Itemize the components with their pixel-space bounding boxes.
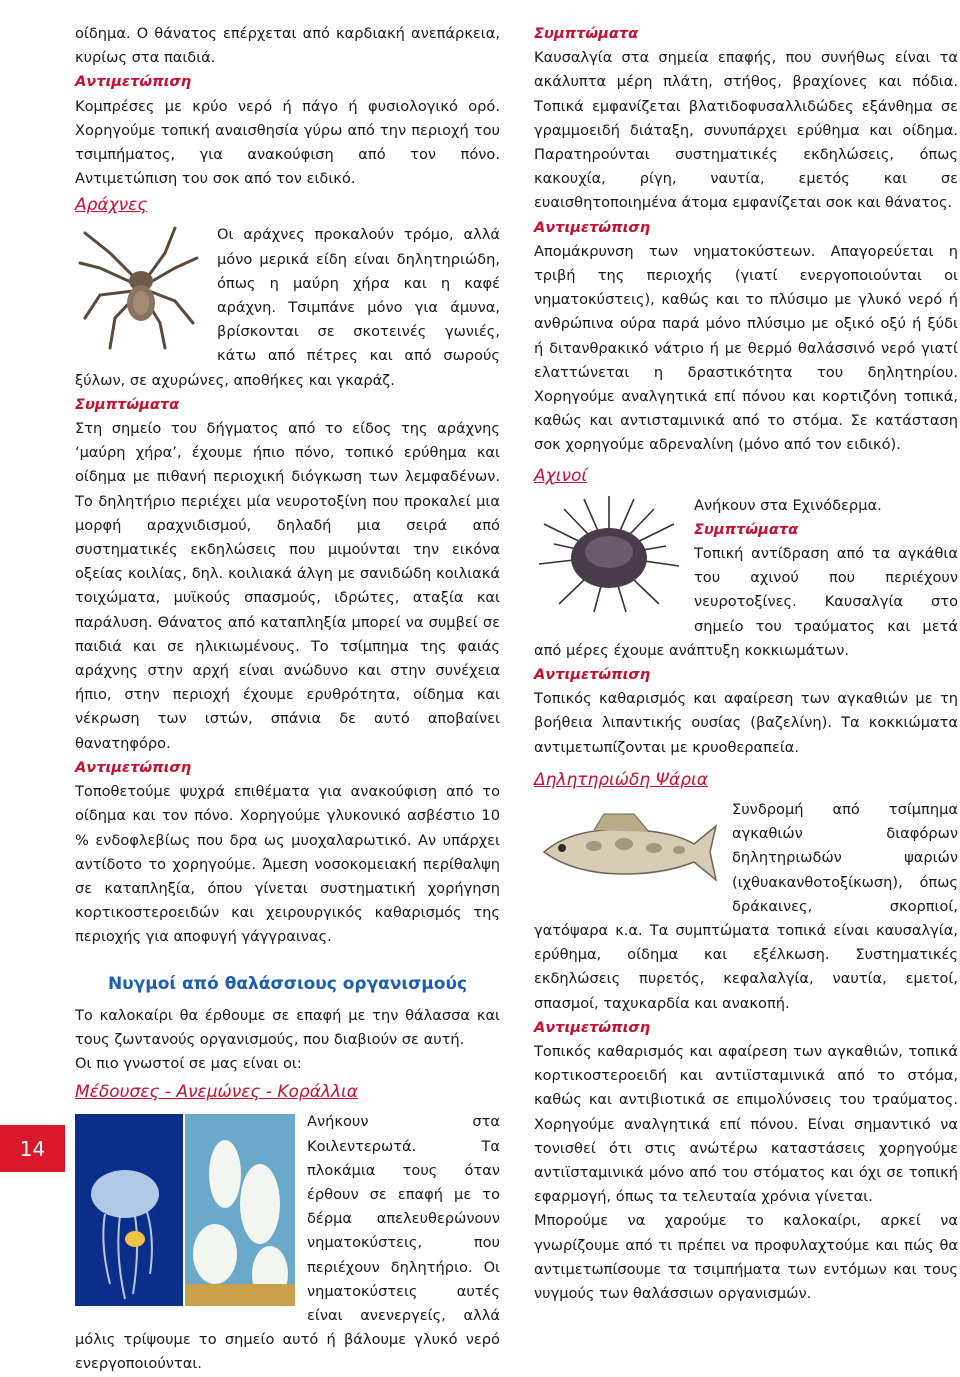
spiders-paragraph: Οι αράχνες προκαλούν τρόμο, αλλά μόνο μερικά είδη είναι δηλητηριώδη, όπως η μαύρη χήρα και η καφέ αράχνη. Τσιμπάνε μόνο για άμυνα, βρίσκονται σε σκοτεινές γωνιές, κάτω από πέτρες και από σωρούς ξύλων, σε αχυρώνες, αποθήκες και γκαράζ. <box>75 226 500 389</box>
heading-treatment-fish: Αντιμετώπιση <box>534 1018 651 1036</box>
fish-paragraph: Συνδρομή από τσίμπημα αγκαθιών διαφόρων δηλητηριωδών ψαριών (ιχθυακανθοτοξίκωση), όπως δράκαινες, σκορπιοί, γατόψαρα κ.α. Τα συμπτώματα τοπικά είναι καυσαλγία, ερύθημα, οίδημα και εξέλκωση. Συστηματικές εκδηλώσεις πυρετός, κεφαλαλγία, ναυτία, εμετοί, σπασμοί, ταχυκαρδία και ανακοπή. <box>534 800 958 1012</box>
jellyfish-coral-image <box>75 1114 299 1310</box>
heading-spiders: Αράχνες <box>75 195 148 216</box>
section-heading-marine: Νυγμοί από θαλάσσιους οργανισμούς <box>107 973 468 994</box>
heading-symptoms: Συμπτώματα <box>75 395 180 413</box>
symptoms-right-paragraph: Καυσαλγία στα σημεία επαφής, που συνήθως είναι τα ακάλυπτα μέρη πλάτη, στήθος, βραχίονες και πόδια. Τοπικά εμφανίζεται βλατιδοφυσαλλιδώδες εξάνθημα σε γραμμοειδή διάταξη, συνυπάρχει ερύθημα και οίδημα. Παρατηρούνται συστηματικές εκδηλώσεις, όπως κακουχία, ρίγη, ναυτία, εμετός και σε ευαισθητοποιημένα άτομα εμφανίζεται σοκ και θάνατος. <box>534 49 958 212</box>
jellyfish-paragraph: Ανήκουν στα Κοιλεντερωτά. Τα πλοκάμια τους όταν έρθουν σε επαφή με το δέρμα απελευθερώνουν νηματοκύστεις, που περιέχουν δηλητήριο. Οι νηματοκύστεις αυτές είναι ανενεργείς, αλλά μόλις τρίψουμε το σημείο αυτό ή βάλουμε γλυκό νερό ενεργοποιούνται. <box>75 1113 500 1373</box>
section-paragraph-1: Το καλοκαίρι θα έρθουμε σε επαφή με την θάλασσα και τους ζωντανούς οργανισμούς, που διαβιούν σε αυτή. <box>75 1006 500 1048</box>
heading-treatment-right: Αντιμετώπιση <box>534 218 651 236</box>
heading-urchins: Αχινοί <box>534 465 588 486</box>
treatment-right-paragraph: Απομάκρυνση των νηματοκύστεων. Απαγορεύεται η τριβή της περιοχής (γιατί ενεργοποιούνται οι νηματοκύστεις), καθώς και το πλύσιμο με γλυκό νερό ή ανθρώπινα ούρα παρά μόνο πλύσιμο με οξικό οξύ ή ξύδι ή διτανθρακικό νάτριο ή με θερμό θαλάσσινό νερό γιατί ελαττώνεται η δραστικότητα του δηλητηρίου. Χορηγούμε αναλγητικά επί πόνου και κορτιζόνη τοπικά, καθώς και αντισταμινικά από το στόμα. Σε κατάσταση σοκ χορηγούμε αδρεναλίνη (μόνο από τον ειδικό). <box>534 242 958 454</box>
section-paragraph-2: Οι πιο γνωστοί σε μας είναι οι: <box>75 1055 302 1073</box>
fish-treatment-paragraph: Τοπικός καθαρισμός και αφαίρεση των αγκαθιών, τοπικά κορτικοστεροειδή και αντιϊσταμινικά από το στόμα, καθώς και αντιβιοτικά σε επιμολύνσεις του τραύματος. Χορηγούμε αναλγητικά επί πόνου. Είναι σημαντικό να τονισθεί ότι στις ανώτέρω καταστάσεις χορηγούμε αντιϊσταμινικά μόνο από του στόματος και όχι σε τοπική εφαρμογή, όπως τα τελευταία χρόνια γίνεται. <box>534 1042 958 1206</box>
treatment-paragraph-2: Τοποθετούμε ψυχρά επιθέματα για ανακούφιση από το οίδημα και τον πόνο. Χορηγούμε γλυκονικό ασβέστιο 10 % ενδοφλεβίως που δρα ως μυοχαλαρωτικό. Αν υπάρχει αντίδοτο το χορηγούμε. Άμεση νοσοκομειακή περίθαλψη σε καταπληξία, όπου γίνεται συστηματική χορήγηση κορτικοστεροειδών και χειρουργικός καθαρισμός της περιοχής για αποφυγή γάγγραινας. <box>75 783 500 946</box>
right-column <box>534 22 958 1306</box>
heading-symptoms-urchins: Συμπτώματα <box>694 520 799 538</box>
heading-treatment-2: Αντιμετώπιση <box>75 758 192 776</box>
page-number-badge: 14 <box>0 1125 65 1172</box>
heading-symptoms-right: Συμπτώματα <box>534 25 639 42</box>
urchins-paragraph-2: Τοπική αντίδραση από τα αγκάθια του αχινού που περιέχουν νευροτοξίνες. Καυσαλγία στο σημείο του τραύματος και μετά από μέρες έχουμε ανάπτυξη κοκκιωμάτων. <box>534 545 958 659</box>
treatment-paragraph: Κομπρέσες με κρύο νερό ή πάγο ή φυσιολογικό ορό. Χορηγούμε τοπική αναισθησία γύρω από την περιοχή του τσιμπήματος, για ανακούφιση από τον πόνο. Αντιμετώπιση του σοκ από τον ειδικό. <box>75 97 500 188</box>
urchins-treatment-paragraph: Τοπικός καθαρισμός και αφαίρεση των αγκαθιών με τη βοήθεια λιπαντικής ουσίας (βαζελίνη). Τα κοκκιώματα αντιμετωπίζονται με κρυοθεραπεία. <box>534 690 958 756</box>
urchins-paragraph-1: Ανήκουν στα Εχινόδερμα. <box>694 496 882 514</box>
heading-treatment: Αντιμετώπιση <box>75 73 192 91</box>
heading-jellyfish: Μέδουσες - Ανεμώνες - Κοράλλια <box>75 1082 358 1103</box>
symptoms-paragraph: Στη σημείο του δήγματος από το είδος της αράχνης ‘μαύρη χήρα’, έχουμε ήπιο πόνο, τοπικό ερύθημα και οίδημα με πιθανή περιοχική διόγκωση των λεμφαδένων. Το δηλητήριο περιέχει μία νευροτοξίνη που προκαλεί μια μορφή αραχνιδισμού, δηλαδή μια σειρά από συστηματικές εκδηλώσεις που μιμούνται την εικόνα οξείας κοιλίας, δηλ. κοιλιακά άλγη με σανιδώδη κοιλιακά τοιχώματα, μυϊκούς σπασμούς, ιδρώτες, αταξία και παράλυση. Θάνατος από καταπληξία μπορεί να συμβεί σε παιδιά και σε ηλικιωμένους. Το τσίμπημα της φαιάς αράχνης στην αρχή είναι ανώδυνο και στην συνέχεια ήπιο, στην περιοχή έχουμε ερυθρότητα, οίδημα και νέκρωση των ιστών, σπάνια δε αυτό αποβαίνει θανατηφόρο. <box>75 420 500 752</box>
heading-treatment-urchins: Αντιμετώπιση <box>534 666 651 684</box>
intro-paragraph: οίδημα. Ο θάνατος επέρχεται από καρδιακή ανεπάρκεια, κυρίως στα παιδιά. <box>75 25 500 67</box>
outro-paragraph: Μπορούμε να χαρούμε το καλοκαίρι, αρκεί να γνωρίζουμε από τι πρέπει να προφυλαχτούμε και πώς θα αντιμετωπίσουμε τα τσιμπήματα των εντόμων και τους νυγμούς των θαλάσσιων οργανισμών. <box>534 1212 958 1302</box>
left-column <box>75 22 500 1377</box>
heading-fish: Δηλητηριώδη Ψάρια <box>534 769 708 790</box>
spider-image <box>75 223 211 353</box>
sea-urchin-image <box>534 494 686 618</box>
fish-image <box>534 804 724 900</box>
